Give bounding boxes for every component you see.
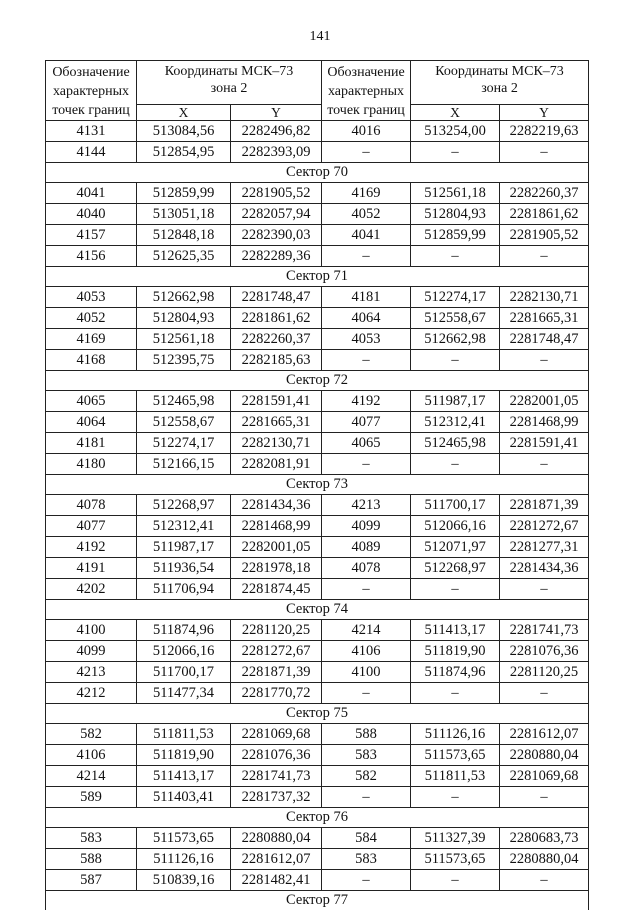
sector-label: Сектор 70	[46, 163, 589, 183]
point-id-right: –	[322, 350, 411, 371]
x-left: 512465,98	[137, 391, 231, 412]
point-id-left: 4078	[46, 495, 137, 516]
y-left: 2281905,52	[231, 183, 322, 204]
x-right: 511327,39	[411, 828, 500, 849]
x-left: 511700,17	[137, 662, 231, 683]
y-right: –	[500, 142, 589, 163]
y-left: 2281770,72	[231, 683, 322, 704]
table-row	[46, 766, 589, 787]
y-right: 2281861,62	[500, 204, 589, 225]
point-id-left: 4099	[46, 641, 137, 662]
sector-row	[46, 371, 589, 391]
point-label-line1: Обозначение	[52, 65, 130, 80]
y-right: –	[500, 246, 589, 267]
y-left: 2282289,36	[231, 246, 322, 267]
y-right: –	[500, 870, 589, 891]
x-right: 512071,97	[411, 537, 500, 558]
point-label-line3: точек границ	[327, 103, 405, 118]
x-right: 512066,16	[411, 516, 500, 537]
y-left: 2281069,68	[231, 724, 322, 745]
point-id-left: 587	[46, 870, 137, 891]
y-right: 2281069,68	[500, 766, 589, 787]
y-right: 2281612,07	[500, 724, 589, 745]
y-left: 2281612,07	[231, 849, 322, 870]
x-right: 511573,65	[411, 849, 500, 870]
point-id-right: 583	[322, 745, 411, 766]
point-id-left: 4212	[46, 683, 137, 704]
sector-row	[46, 475, 589, 495]
coords-header-right	[411, 61, 589, 105]
point-id-left: 588	[46, 849, 137, 870]
y-right: –	[500, 579, 589, 600]
y-right: 2281871,39	[500, 495, 589, 516]
y-left: 2281665,31	[231, 412, 322, 433]
point-id-right: 4106	[322, 641, 411, 662]
x-left: 512066,16	[137, 641, 231, 662]
x-left: 512561,18	[137, 329, 231, 350]
point-id-left: 4040	[46, 204, 137, 225]
point-id-right: –	[322, 870, 411, 891]
x-left: 511819,90	[137, 745, 231, 766]
y-header-left: Y	[231, 105, 322, 121]
y-right: 2281741,73	[500, 620, 589, 641]
x-right: 511413,17	[411, 620, 500, 641]
y-left: 2281272,67	[231, 641, 322, 662]
table-row	[46, 579, 589, 600]
x-left: 513051,18	[137, 204, 231, 225]
table-row	[46, 287, 589, 308]
table-row	[46, 787, 589, 808]
y-left: 2282081,91	[231, 454, 322, 475]
x-left: 512268,97	[137, 495, 231, 516]
x-header-left: X	[137, 105, 231, 121]
point-id-left: 4041	[46, 183, 137, 204]
sector-row	[46, 163, 589, 183]
page-number: 141	[309, 29, 331, 44]
x-right: 511819,90	[411, 641, 500, 662]
point-label-line2: характерных	[52, 84, 130, 99]
point-id-right: –	[322, 454, 411, 475]
y-left: 2281978,18	[231, 558, 322, 579]
point-id-right: –	[322, 683, 411, 704]
table-row	[46, 745, 589, 766]
x-left: 511573,65	[137, 828, 231, 849]
point-id-left: 4053	[46, 287, 137, 308]
y-right: –	[500, 454, 589, 475]
point-id-right: –	[322, 787, 411, 808]
point-id-left: 4156	[46, 246, 137, 267]
y-header-right: Y	[500, 105, 589, 121]
x-right: –	[411, 683, 500, 704]
y-left: 2282496,82	[231, 121, 322, 142]
x-right: –	[411, 350, 500, 371]
x-right: 512558,67	[411, 308, 500, 329]
table-row	[46, 329, 589, 350]
point-id-left: 4213	[46, 662, 137, 683]
x-left: 511987,17	[137, 537, 231, 558]
x-right: –	[411, 787, 500, 808]
y-left: 2281871,39	[231, 662, 322, 683]
table-header	[46, 61, 589, 121]
table-row	[46, 183, 589, 204]
y-right: 2281272,67	[500, 516, 589, 537]
point-label-header-right	[322, 61, 411, 121]
x-left: 511126,16	[137, 849, 231, 870]
x-left: 511874,96	[137, 620, 231, 641]
point-label-line3: точек границ	[52, 103, 130, 118]
table-row	[46, 350, 589, 371]
point-label-line2: характерных	[327, 84, 405, 99]
table-row	[46, 870, 589, 891]
sector-label: Сектор 73	[46, 475, 589, 495]
point-id-right: 4053	[322, 329, 411, 350]
coords-label-line2: зона 2	[210, 81, 248, 96]
sector-row	[46, 600, 589, 620]
point-id-right: 4078	[322, 558, 411, 579]
table-row	[46, 495, 589, 516]
y-right: 2281665,31	[500, 308, 589, 329]
coords-label-line1: Координаты МСК–73	[435, 64, 564, 79]
y-right: 2281120,25	[500, 662, 589, 683]
point-id-right: 584	[322, 828, 411, 849]
point-id-left: 4065	[46, 391, 137, 412]
point-label-header-left	[46, 61, 137, 121]
x-left: 511403,41	[137, 787, 231, 808]
x-right: 512274,17	[411, 287, 500, 308]
coordinates-table	[45, 60, 589, 910]
table-row	[46, 246, 589, 267]
x-left: 512848,18	[137, 225, 231, 246]
point-id-left: 4168	[46, 350, 137, 371]
y-right: –	[500, 350, 589, 371]
x-left: 512859,99	[137, 183, 231, 204]
point-id-left: 4144	[46, 142, 137, 163]
x-left: 513084,56	[137, 121, 231, 142]
x-left: 512854,95	[137, 142, 231, 163]
sector-label: Сектор 74	[46, 600, 589, 620]
y-left: 2281468,99	[231, 516, 322, 537]
point-id-right: 4064	[322, 308, 411, 329]
table-row	[46, 142, 589, 163]
point-id-right: 4099	[322, 516, 411, 537]
point-id-left: 4131	[46, 121, 137, 142]
y-left: 2281434,36	[231, 495, 322, 516]
table-row	[46, 620, 589, 641]
point-id-left: 4180	[46, 454, 137, 475]
coords-label-line1: Координаты МСК–73	[164, 64, 294, 79]
x-right: 512312,41	[411, 412, 500, 433]
table-row	[46, 412, 589, 433]
point-id-left: 4100	[46, 620, 137, 641]
x-right: 511987,17	[411, 391, 500, 412]
x-right: –	[411, 579, 500, 600]
x-left: 512274,17	[137, 433, 231, 454]
table-row	[46, 537, 589, 558]
y-left: 2282001,05	[231, 537, 322, 558]
y-left: 2281076,36	[231, 745, 322, 766]
point-id-right: 4100	[322, 662, 411, 683]
point-id-right: 4016	[322, 121, 411, 142]
point-label-line1: Обозначение	[327, 65, 405, 80]
x-right: 511874,96	[411, 662, 500, 683]
table-row	[46, 558, 589, 579]
sector-row	[46, 267, 589, 287]
y-right: 2282001,05	[500, 391, 589, 412]
point-id-right: 4213	[322, 495, 411, 516]
x-left: 511811,53	[137, 724, 231, 745]
x-right: 511573,65	[411, 745, 500, 766]
y-right: –	[500, 787, 589, 808]
sector-row	[46, 891, 589, 911]
point-id-right: 588	[322, 724, 411, 745]
x-right: 512804,93	[411, 204, 500, 225]
x-left: 511413,17	[137, 766, 231, 787]
x-right: –	[411, 870, 500, 891]
x-left: 512166,15	[137, 454, 231, 475]
point-id-right: 582	[322, 766, 411, 787]
y-left: 2282130,71	[231, 433, 322, 454]
y-right: 2282130,71	[500, 287, 589, 308]
x-left: 510839,16	[137, 870, 231, 891]
point-id-right: 4214	[322, 620, 411, 641]
x-left: 512558,67	[137, 412, 231, 433]
y-right: 2281434,36	[500, 558, 589, 579]
x-right: 512662,98	[411, 329, 500, 350]
y-left: 2281748,47	[231, 287, 322, 308]
point-id-left: 582	[46, 724, 137, 745]
table-row	[46, 849, 589, 870]
x-left: 511936,54	[137, 558, 231, 579]
y-left: 2282260,37	[231, 329, 322, 350]
y-right: 2280880,04	[500, 849, 589, 870]
x-left: 512804,93	[137, 308, 231, 329]
point-id-right: 4041	[322, 225, 411, 246]
coords-label-line2: зона 2	[481, 81, 518, 96]
point-id-right: 583	[322, 849, 411, 870]
table-row	[46, 454, 589, 475]
x-right: –	[411, 454, 500, 475]
y-left: 2281861,62	[231, 308, 322, 329]
x-right: –	[411, 142, 500, 163]
point-id-right: –	[322, 579, 411, 600]
y-left: 2282057,94	[231, 204, 322, 225]
y-right: 2281277,31	[500, 537, 589, 558]
y-right: 2282219,63	[500, 121, 589, 142]
sector-row	[46, 704, 589, 724]
coords-header-left	[137, 61, 322, 105]
y-left: 2282185,63	[231, 350, 322, 371]
point-id-left: 4157	[46, 225, 137, 246]
y-right: 2281468,99	[500, 412, 589, 433]
point-id-right: 4065	[322, 433, 411, 454]
table-row	[46, 308, 589, 329]
x-left: 512625,35	[137, 246, 231, 267]
table-row	[46, 724, 589, 745]
point-id-left: 4191	[46, 558, 137, 579]
table-row	[46, 828, 589, 849]
point-id-left: 589	[46, 787, 137, 808]
sector-label: Сектор 75	[46, 704, 589, 724]
sector-label: Сектор 72	[46, 371, 589, 391]
point-id-right: 4052	[322, 204, 411, 225]
y-right: 2282260,37	[500, 183, 589, 204]
table-body	[46, 121, 589, 911]
x-right: 512465,98	[411, 433, 500, 454]
x-right: 511811,53	[411, 766, 500, 787]
x-right: 512859,99	[411, 225, 500, 246]
table-row	[46, 225, 589, 246]
y-left: 2281591,41	[231, 391, 322, 412]
y-left: 2282393,09	[231, 142, 322, 163]
y-left: 2280880,04	[231, 828, 322, 849]
y-right: 2281591,41	[500, 433, 589, 454]
table-row	[46, 433, 589, 454]
point-id-right: 4077	[322, 412, 411, 433]
y-right: 2280683,73	[500, 828, 589, 849]
table-row	[46, 204, 589, 225]
table-row	[46, 662, 589, 683]
y-left: 2281741,73	[231, 766, 322, 787]
point-id-left: 4052	[46, 308, 137, 329]
point-id-left: 4214	[46, 766, 137, 787]
point-id-left: 4202	[46, 579, 137, 600]
x-right: 513254,00	[411, 121, 500, 142]
point-id-left: 4169	[46, 329, 137, 350]
point-id-right: –	[322, 246, 411, 267]
table-row	[46, 391, 589, 412]
point-id-right: 4192	[322, 391, 411, 412]
x-left: 511477,34	[137, 683, 231, 704]
sector-label: Сектор 76	[46, 808, 589, 828]
y-right: –	[500, 683, 589, 704]
sector-label: Сектор 77	[46, 891, 589, 911]
x-right: 511700,17	[411, 495, 500, 516]
point-id-right: –	[322, 142, 411, 163]
point-id-left: 4064	[46, 412, 137, 433]
y-right: 2281905,52	[500, 225, 589, 246]
table-row	[46, 121, 589, 142]
y-right: 2281076,36	[500, 641, 589, 662]
sector-row	[46, 808, 589, 828]
y-left: 2281737,32	[231, 787, 322, 808]
x-left: 511706,94	[137, 579, 231, 600]
point-id-right: 4169	[322, 183, 411, 204]
point-id-right: 4181	[322, 287, 411, 308]
point-id-left: 4077	[46, 516, 137, 537]
table-row	[46, 641, 589, 662]
x-left: 512662,98	[137, 287, 231, 308]
point-id-left: 583	[46, 828, 137, 849]
y-left: 2281874,45	[231, 579, 322, 600]
x-right: –	[411, 246, 500, 267]
x-left: 512395,75	[137, 350, 231, 371]
x-left: 512312,41	[137, 516, 231, 537]
y-right: 2281748,47	[500, 329, 589, 350]
y-left: 2281120,25	[231, 620, 322, 641]
table-row	[46, 683, 589, 704]
x-right: 512268,97	[411, 558, 500, 579]
point-id-right: 4089	[322, 537, 411, 558]
x-right: 512561,18	[411, 183, 500, 204]
point-id-left: 4192	[46, 537, 137, 558]
y-right: 2280880,04	[500, 745, 589, 766]
y-left: 2281482,41	[231, 870, 322, 891]
table-row	[46, 516, 589, 537]
point-id-left: 4106	[46, 745, 137, 766]
point-id-left: 4181	[46, 433, 137, 454]
x-header-right: X	[411, 105, 500, 121]
x-right: 511126,16	[411, 724, 500, 745]
sector-label: Сектор 71	[46, 267, 589, 287]
y-left: 2282390,03	[231, 225, 322, 246]
